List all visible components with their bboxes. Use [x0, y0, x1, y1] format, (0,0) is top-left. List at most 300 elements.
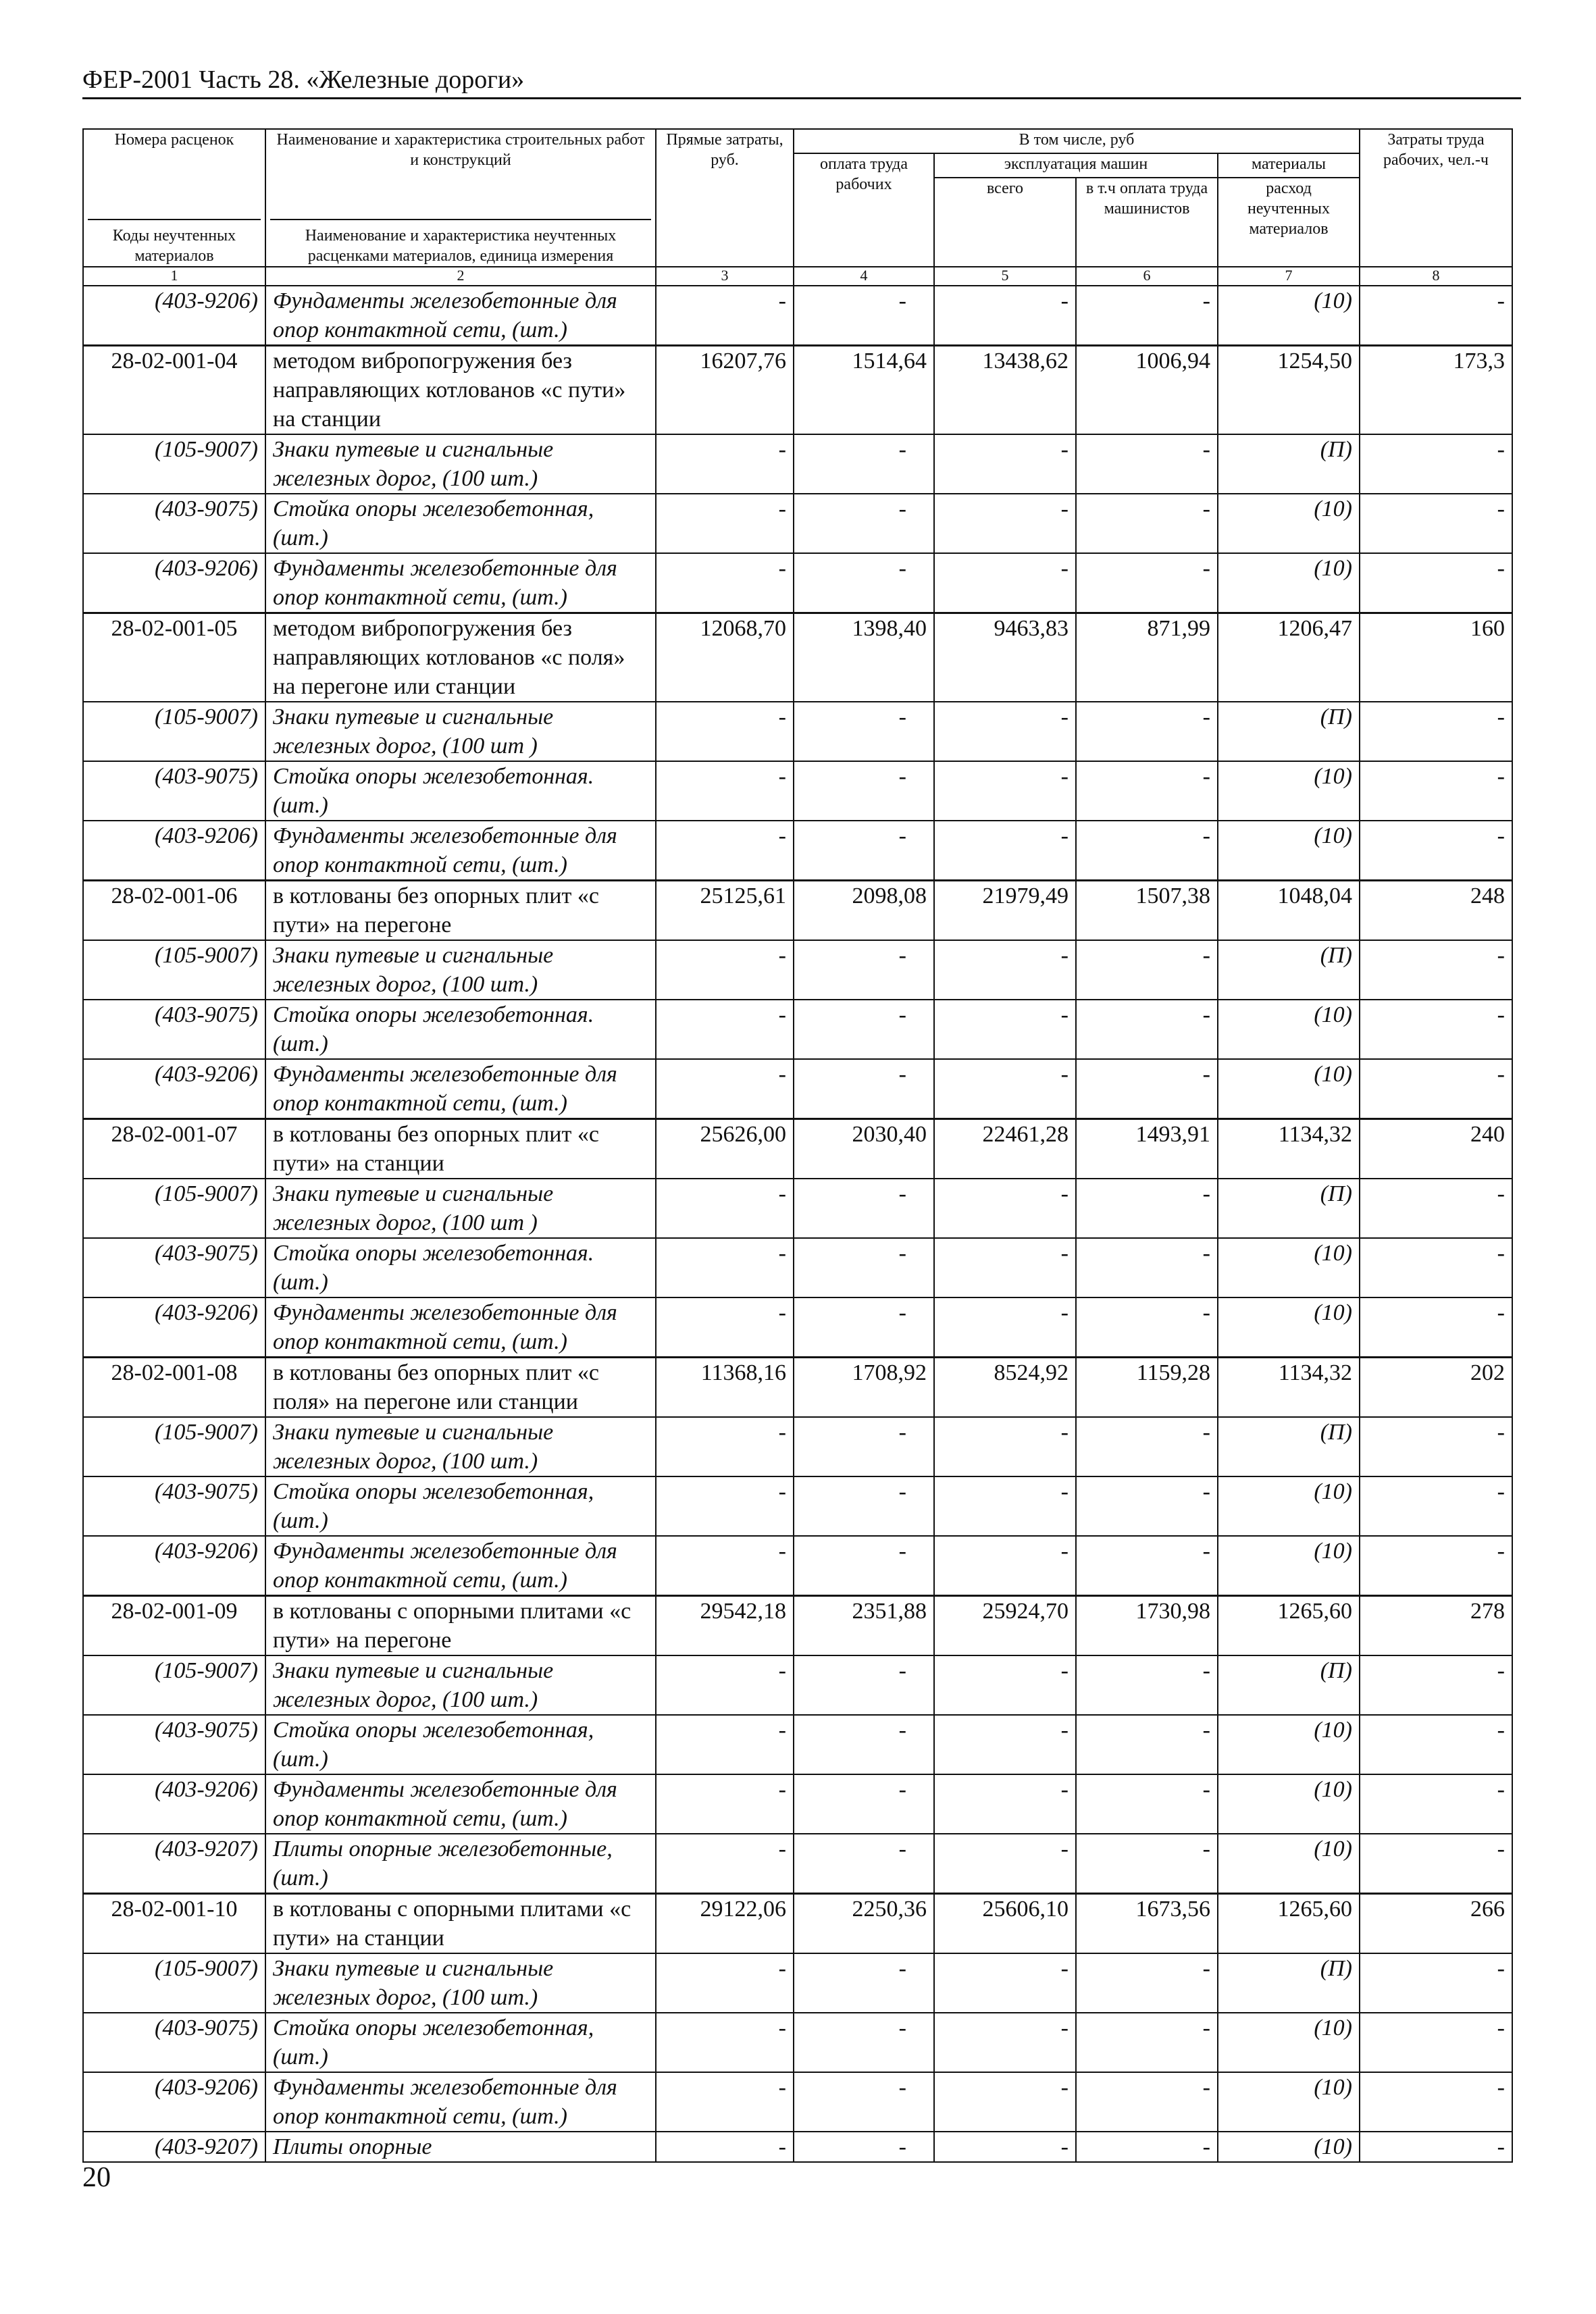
material-use-cell: (10)	[1218, 2013, 1360, 2072]
direct-cost-cell: 25626,00	[656, 1119, 794, 1179]
labor-pay-cell: 2351,88	[794, 1596, 934, 1656]
machinist-pay-cell: -	[1076, 1715, 1218, 1774]
direct-cost-cell: -	[656, 940, 794, 1000]
header-col1-bottom: Коды неучтенных материалов	[88, 219, 261, 266]
machinist-pay-cell: -	[1076, 1417, 1218, 1476]
labor-pay-cell: 1708,92	[794, 1358, 934, 1418]
material-row	[83, 2072, 1512, 2132]
material-row	[83, 286, 1512, 346]
material-use-cell: (10)	[1218, 1476, 1360, 1536]
machine-total-cell: 8524,92	[934, 1358, 1076, 1418]
labor-hours-cell: -	[1360, 1297, 1512, 1358]
machine-total-cell: -	[934, 1715, 1076, 1774]
direct-cost-cell: -	[656, 1655, 794, 1715]
material-description: Знаки путевые и сигнальные железных дорог, (100 шт.)	[265, 1417, 656, 1476]
machine-total-cell: -	[934, 2132, 1076, 2162]
machine-total-cell: 22461,28	[934, 1119, 1076, 1179]
header-group-mach: эксплуатация машин	[934, 153, 1218, 178]
machine-total-cell: -	[934, 494, 1076, 553]
material-use-cell: (П)	[1218, 1953, 1360, 2013]
material-use-cell: (10)	[1218, 553, 1360, 613]
material-row	[83, 1774, 1512, 1834]
material-use-cell: 1254,50	[1218, 346, 1360, 435]
material-code: (105-9007)	[83, 1953, 265, 2013]
material-code: (403-9206)	[83, 1536, 265, 1596]
material-code: (403-9206)	[83, 286, 265, 346]
material-row	[83, 1834, 1512, 1894]
material-row	[83, 702, 1512, 761]
material-description: Стойка опоры железобетонная. (шт.)	[265, 761, 656, 821]
rate-description: в котлованы без опорных плит «с поля» на перегоне или станции	[265, 1358, 656, 1418]
material-description: Стойка опоры железобетонная. (шт.)	[265, 1238, 656, 1297]
rate-code: 28-02-001-05	[83, 613, 265, 702]
rate-description: методом вибропогружения без направляющих котлованов «с поля» на перегоне или станции	[265, 613, 656, 702]
direct-cost-cell: -	[656, 1834, 794, 1894]
machine-total-cell: -	[934, 1417, 1076, 1476]
rate-description: в котлованы без опорных плит «с пути» на станции	[265, 1119, 656, 1179]
direct-cost-cell: -	[656, 1715, 794, 1774]
material-use-cell: (10)	[1218, 1059, 1360, 1119]
material-code: (105-9007)	[83, 1655, 265, 1715]
material-use-cell: (10)	[1218, 1297, 1360, 1358]
labor-hours-cell: 248	[1360, 881, 1512, 941]
material-use-cell: (П)	[1218, 1655, 1360, 1715]
material-code: (105-9007)	[83, 1417, 265, 1476]
material-code: (403-9206)	[83, 1059, 265, 1119]
labor-pay-cell: -	[794, 1655, 934, 1715]
rate-code: 28-02-001-06	[83, 881, 265, 941]
material-description: Стойка опоры железобетонная, (шт.)	[265, 1476, 656, 1536]
material-description: Фундаменты железобетонные для опор контактной сети, (шт.)	[265, 1059, 656, 1119]
labor-hours-cell: -	[1360, 940, 1512, 1000]
direct-cost-cell: -	[656, 1179, 794, 1238]
machinist-pay-cell: -	[1076, 1238, 1218, 1297]
labor-hours-cell: 202	[1360, 1358, 1512, 1418]
material-row	[83, 1059, 1512, 1119]
material-row	[83, 494, 1512, 553]
labor-pay-cell: 1514,64	[794, 346, 934, 435]
labor-hours-cell: 173,3	[1360, 346, 1512, 435]
direct-cost-cell: 29122,06	[656, 1894, 794, 1954]
material-row	[83, 1417, 1512, 1476]
machinist-pay-cell: -	[1076, 2072, 1218, 2132]
header-group-mat: материалы	[1218, 153, 1360, 178]
material-use-cell: (10)	[1218, 761, 1360, 821]
direct-cost-cell: -	[656, 553, 794, 613]
material-use-cell: 1048,04	[1218, 881, 1360, 941]
material-row	[83, 2013, 1512, 2072]
header-col2	[265, 129, 656, 267]
material-description: Фундаменты железобетонные для опор контактной сети, (шт.)	[265, 1297, 656, 1358]
material-row	[83, 1179, 1512, 1238]
labor-pay-cell: 2098,08	[794, 881, 934, 941]
labor-hours-cell: 160	[1360, 613, 1512, 702]
material-use-cell: (10)	[1218, 1774, 1360, 1834]
material-code: (403-9075)	[83, 1715, 265, 1774]
labor-hours-cell: -	[1360, 761, 1512, 821]
machine-total-cell: -	[934, 286, 1076, 346]
labor-pay-cell: -	[794, 434, 934, 494]
material-row	[83, 1536, 1512, 1596]
labor-pay-cell: -	[794, 1774, 934, 1834]
machine-total-cell: -	[934, 821, 1076, 881]
material-use-cell: (10)	[1218, 286, 1360, 346]
machine-total-cell: -	[934, 1000, 1076, 1059]
machine-total-cell: -	[934, 1238, 1076, 1297]
material-description: Фундаменты железобетонные для опор контактной сети, (шт.)	[265, 1536, 656, 1596]
page-number: 20	[82, 2162, 111, 2193]
material-code: (403-9206)	[83, 553, 265, 613]
rate-row	[83, 881, 1512, 941]
header-group-incl: В том числе, руб	[794, 129, 1360, 153]
machinist-pay-cell: -	[1076, 434, 1218, 494]
machine-total-cell: 25924,70	[934, 1596, 1076, 1656]
labor-hours-cell: -	[1360, 1953, 1512, 2013]
direct-cost-cell: -	[656, 2132, 794, 2162]
direct-cost-cell: 29542,18	[656, 1596, 794, 1656]
rate-description: в котлованы с опорными плитами «с пути» на перегоне	[265, 1596, 656, 1656]
machine-total-cell: -	[934, 1774, 1076, 1834]
direct-cost-cell: -	[656, 761, 794, 821]
material-row	[83, 434, 1512, 494]
material-code: (403-9206)	[83, 2072, 265, 2132]
labor-pay-cell: 2250,36	[794, 1894, 934, 1954]
col-number: 7	[1218, 267, 1360, 286]
material-use-cell: (П)	[1218, 702, 1360, 761]
labor-pay-cell: -	[794, 286, 934, 346]
machine-total-cell: -	[934, 1834, 1076, 1894]
material-description: Знаки путевые и сигнальные железных дорог, (100 шт.)	[265, 1655, 656, 1715]
direct-cost-cell: -	[656, 1417, 794, 1476]
machinist-pay-cell: 1673,56	[1076, 1894, 1218, 1954]
labor-pay-cell: -	[794, 761, 934, 821]
machinist-pay-cell: -	[1076, 1953, 1218, 2013]
rates-table	[82, 128, 1513, 2163]
col-number: 8	[1360, 267, 1512, 286]
rate-row	[83, 1596, 1512, 1656]
material-use-cell: (10)	[1218, 1536, 1360, 1596]
col-number: 4	[794, 267, 934, 286]
labor-hours-cell: -	[1360, 2013, 1512, 2072]
header-col4: оплата труда рабочих	[794, 153, 934, 267]
header-col2-top: Наименование и характеристика строительных работ и конструкций	[276, 131, 645, 169]
machinist-pay-cell: 1507,38	[1076, 881, 1218, 941]
labor-hours-cell: -	[1360, 553, 1512, 613]
rate-code: 28-02-001-07	[83, 1119, 265, 1179]
direct-cost-cell: 16207,76	[656, 346, 794, 435]
col-number: 2	[265, 267, 656, 286]
labor-pay-cell: -	[794, 1417, 934, 1476]
material-row	[83, 1476, 1512, 1536]
rate-description: в котлованы без опорных плит «с пути» на перегоне	[265, 881, 656, 941]
rate-row	[83, 346, 1512, 435]
machine-total-cell: 9463,83	[934, 613, 1076, 702]
header-col5: всего	[934, 178, 1076, 267]
machine-total-cell: 25606,10	[934, 1894, 1076, 1954]
material-row	[83, 553, 1512, 613]
material-row	[83, 1238, 1512, 1297]
material-use-cell: (10)	[1218, 2132, 1360, 2162]
material-description: Знаки путевые и сигнальные железных дорог, (100 шт.)	[265, 1953, 656, 2013]
labor-pay-cell: -	[794, 1059, 934, 1119]
header-col1-top: Номера расценок	[114, 131, 234, 149]
machine-total-cell: -	[934, 702, 1076, 761]
labor-pay-cell: -	[794, 1834, 934, 1894]
material-use-cell: 1134,32	[1218, 1119, 1360, 1179]
page-header-title: ФЕР-2001 Часть 28. «Железные дороги»	[82, 65, 1521, 99]
machinist-pay-cell: -	[1076, 702, 1218, 761]
labor-hours-cell: -	[1360, 1238, 1512, 1297]
machinist-pay-cell: 1493,91	[1076, 1119, 1218, 1179]
material-use-cell: (10)	[1218, 1000, 1360, 1059]
labor-pay-cell: -	[794, 1536, 934, 1596]
direct-cost-cell: -	[656, 434, 794, 494]
material-use-cell: (П)	[1218, 434, 1360, 494]
labor-hours-cell: 266	[1360, 1894, 1512, 1954]
labor-hours-cell: -	[1360, 494, 1512, 553]
direct-cost-cell: -	[656, 821, 794, 881]
material-row	[83, 1953, 1512, 2013]
labor-pay-cell: -	[794, 2013, 934, 2072]
material-description: Фундаменты железобетонные для опор контактной сети, (шт.)	[265, 286, 656, 346]
material-description: Фундаменты железобетонные для опор контактной сети, (шт.)	[265, 1774, 656, 1834]
machine-total-cell: -	[934, 1953, 1076, 2013]
material-code: (105-9007)	[83, 940, 265, 1000]
labor-pay-cell: -	[794, 2132, 934, 2162]
direct-cost-cell: -	[656, 1000, 794, 1059]
direct-cost-cell: 12068,70	[656, 613, 794, 702]
machinist-pay-cell: -	[1076, 1655, 1218, 1715]
material-code: (403-9075)	[83, 494, 265, 553]
header-col8: Затраты труда рабочих, чел.-ч	[1360, 129, 1512, 267]
table-header	[83, 129, 1512, 286]
material-row	[83, 1715, 1512, 1774]
direct-cost-cell: 11368,16	[656, 1358, 794, 1418]
labor-hours-cell: -	[1360, 2072, 1512, 2132]
material-use-cell: 1265,60	[1218, 1894, 1360, 1954]
material-use-cell: (10)	[1218, 2072, 1360, 2132]
machine-total-cell: -	[934, 2013, 1076, 2072]
material-code: (403-9075)	[83, 1000, 265, 1059]
material-row	[83, 761, 1512, 821]
labor-pay-cell: -	[794, 1179, 934, 1238]
header-col6: в т.ч оплата труда машинистов	[1076, 178, 1218, 267]
machinist-pay-cell: 871,99	[1076, 613, 1218, 702]
material-code: (403-9206)	[83, 1297, 265, 1358]
material-code: (105-9007)	[83, 1179, 265, 1238]
labor-hours-cell: -	[1360, 434, 1512, 494]
material-description: Плиты опорные	[265, 2132, 656, 2162]
col-number: 1	[83, 267, 265, 286]
direct-cost-cell: -	[656, 1059, 794, 1119]
labor-hours-cell: 240	[1360, 1119, 1512, 1179]
labor-hours-cell: -	[1360, 1476, 1512, 1536]
labor-hours-cell: 278	[1360, 1596, 1512, 1656]
labor-hours-cell: -	[1360, 1536, 1512, 1596]
machinist-pay-cell: -	[1076, 286, 1218, 346]
rate-description: в котлованы с опорными плитами «с пути» на станции	[265, 1894, 656, 1954]
machinist-pay-cell: -	[1076, 821, 1218, 881]
labor-hours-cell: -	[1360, 1774, 1512, 1834]
material-use-cell: 1206,47	[1218, 613, 1360, 702]
labor-pay-cell: -	[794, 553, 934, 613]
labor-hours-cell: -	[1360, 1000, 1512, 1059]
direct-cost-cell: -	[656, 286, 794, 346]
material-code: (403-9207)	[83, 1834, 265, 1894]
labor-hours-cell: -	[1360, 1715, 1512, 1774]
rate-code: 28-02-001-08	[83, 1358, 265, 1418]
labor-pay-cell: 1398,40	[794, 613, 934, 702]
machinist-pay-cell: -	[1076, 1179, 1218, 1238]
labor-hours-cell: -	[1360, 702, 1512, 761]
direct-cost-cell: -	[656, 2072, 794, 2132]
machinist-pay-cell: -	[1076, 1476, 1218, 1536]
labor-hours-cell: -	[1360, 1417, 1512, 1476]
material-description: Стойка опоры железобетонная, (шт.)	[265, 2013, 656, 2072]
material-use-cell: (П)	[1218, 940, 1360, 1000]
machine-total-cell: -	[934, 2072, 1076, 2132]
material-use-cell: (10)	[1218, 1715, 1360, 1774]
rate-description: методом вибропогружения без направляющих котлованов «с пути» на станции	[265, 346, 656, 435]
labor-pay-cell: -	[794, 1238, 934, 1297]
table-body	[83, 286, 1512, 2162]
rate-code: 28-02-001-10	[83, 1894, 265, 1954]
labor-pay-cell: -	[794, 1715, 934, 1774]
material-code: (403-9075)	[83, 761, 265, 821]
labor-pay-cell: 2030,40	[794, 1119, 934, 1179]
machinist-pay-cell: -	[1076, 1000, 1218, 1059]
material-description: Знаки путевые и сигнальные железных дорог, (100 шт )	[265, 702, 656, 761]
direct-cost-cell: -	[656, 494, 794, 553]
labor-pay-cell: -	[794, 1476, 934, 1536]
labor-hours-cell: -	[1360, 1059, 1512, 1119]
rate-row	[83, 1894, 1512, 1954]
material-code: (403-9075)	[83, 1476, 265, 1536]
machinist-pay-cell: -	[1076, 553, 1218, 613]
col-number: 5	[934, 267, 1076, 286]
machine-total-cell: -	[934, 940, 1076, 1000]
machinist-pay-cell: -	[1076, 1536, 1218, 1596]
labor-pay-cell: -	[794, 702, 934, 761]
material-use-cell: (10)	[1218, 494, 1360, 553]
header-col7: расход неучтенных материалов	[1218, 178, 1360, 267]
direct-cost-cell: -	[656, 702, 794, 761]
material-use-cell: (П)	[1218, 1417, 1360, 1476]
rate-code: 28-02-001-09	[83, 1596, 265, 1656]
col-number: 3	[656, 267, 794, 286]
material-use-cell: (10)	[1218, 821, 1360, 881]
labor-pay-cell: -	[794, 1297, 934, 1358]
material-code: (403-9206)	[83, 821, 265, 881]
labor-hours-cell: -	[1360, 1834, 1512, 1894]
material-code: (403-9207)	[83, 2132, 265, 2162]
material-row	[83, 1000, 1512, 1059]
labor-pay-cell: -	[794, 494, 934, 553]
header-col1	[83, 129, 265, 267]
machinist-pay-cell: -	[1076, 494, 1218, 553]
material-description: Знаки путевые и сигнальные железных дорог, (100 шт.)	[265, 434, 656, 494]
machinist-pay-cell: -	[1076, 1834, 1218, 1894]
material-description: Фундаменты железобетонные для опор контактной сети, (шт.)	[265, 821, 656, 881]
material-description: Плиты опорные железобетонные, (шт.)	[265, 1834, 656, 1894]
material-description: Стойка опоры железобетонная. (шт.)	[265, 1000, 656, 1059]
machinist-pay-cell: -	[1076, 940, 1218, 1000]
material-code: (403-9075)	[83, 2013, 265, 2072]
material-use-cell: (10)	[1218, 1238, 1360, 1297]
direct-cost-cell: -	[656, 1297, 794, 1358]
rate-row	[83, 613, 1512, 702]
material-description: Стойка опоры железобетонная, (шт.)	[265, 494, 656, 553]
direct-cost-cell: -	[656, 1774, 794, 1834]
direct-cost-cell: -	[656, 1953, 794, 2013]
material-code: (403-9075)	[83, 1238, 265, 1297]
direct-cost-cell: 25125,61	[656, 881, 794, 941]
material-description: Фундаменты железобетонные для опор контактной сети, (шт.)	[265, 553, 656, 613]
machine-total-cell: -	[934, 434, 1076, 494]
material-row	[83, 940, 1512, 1000]
machine-total-cell: -	[934, 761, 1076, 821]
rate-row	[83, 1358, 1512, 1418]
material-code: (105-9007)	[83, 434, 265, 494]
labor-hours-cell: -	[1360, 1179, 1512, 1238]
machine-total-cell: 13438,62	[934, 346, 1076, 435]
material-description: Знаки путевые и сигнальные железных дорог, (100 шт )	[265, 1179, 656, 1238]
material-row	[83, 2132, 1512, 2162]
material-code: (403-9206)	[83, 1774, 265, 1834]
direct-cost-cell: -	[656, 1238, 794, 1297]
machinist-pay-cell: 1159,28	[1076, 1358, 1218, 1418]
material-description: Стойка опоры железобетонная, (шт.)	[265, 1715, 656, 1774]
header-col2-bottom: Наименование и характеристика неучтенных расценками материалов, единица измерения	[270, 219, 651, 266]
material-description: Знаки путевые и сигнальные железных дорог, (100 шт.)	[265, 940, 656, 1000]
material-use-cell: (10)	[1218, 1834, 1360, 1894]
direct-cost-cell: -	[656, 1536, 794, 1596]
rate-row	[83, 1119, 1512, 1179]
machine-total-cell: -	[934, 1297, 1076, 1358]
material-code: (105-9007)	[83, 702, 265, 761]
machine-total-cell: -	[934, 1059, 1076, 1119]
labor-pay-cell: -	[794, 821, 934, 881]
machinist-pay-cell: 1006,94	[1076, 346, 1218, 435]
machinist-pay-cell: -	[1076, 1774, 1218, 1834]
labor-hours-cell: -	[1360, 286, 1512, 346]
labor-pay-cell: -	[794, 1953, 934, 2013]
machine-total-cell: -	[934, 1179, 1076, 1238]
machine-total-cell: -	[934, 1536, 1076, 1596]
machinist-pay-cell: -	[1076, 2132, 1218, 2162]
machine-total-cell: -	[934, 1655, 1076, 1715]
col-number: 6	[1076, 267, 1218, 286]
material-use-cell: (П)	[1218, 1179, 1360, 1238]
machinist-pay-cell: -	[1076, 2013, 1218, 2072]
machine-total-cell: 21979,49	[934, 881, 1076, 941]
labor-hours-cell: -	[1360, 1655, 1512, 1715]
material-row	[83, 821, 1512, 881]
machine-total-cell: -	[934, 553, 1076, 613]
machinist-pay-cell: -	[1076, 761, 1218, 821]
labor-pay-cell: -	[794, 940, 934, 1000]
material-row	[83, 1297, 1512, 1358]
material-use-cell: 1134,32	[1218, 1358, 1360, 1418]
machinist-pay-cell: -	[1076, 1059, 1218, 1119]
material-use-cell: 1265,60	[1218, 1596, 1360, 1656]
material-row	[83, 1655, 1512, 1715]
rate-code: 28-02-001-04	[83, 346, 265, 435]
header-col3: Прямые затраты, руб.	[656, 129, 794, 267]
labor-hours-cell: -	[1360, 821, 1512, 881]
machine-total-cell: -	[934, 1476, 1076, 1536]
labor-hours-cell: -	[1360, 2132, 1512, 2162]
